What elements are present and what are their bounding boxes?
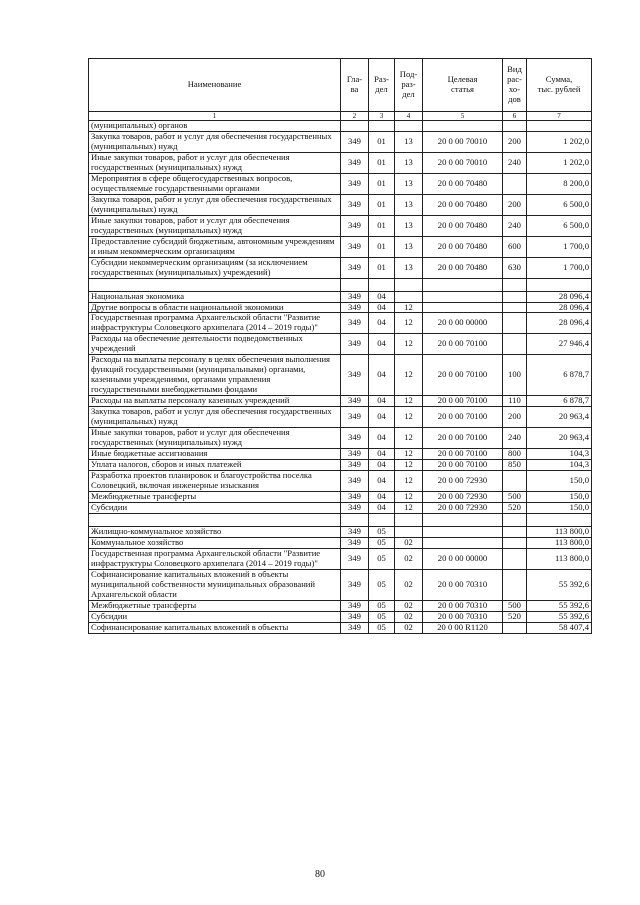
cell-razdel: 04 xyxy=(369,291,395,302)
cell-podrazdel: 12 xyxy=(395,302,423,313)
page-number: 80 xyxy=(315,869,325,880)
cell-podrazdel: 13 xyxy=(395,236,423,257)
cell-podrazdel xyxy=(395,513,423,526)
cell-podrazdel: 12 xyxy=(395,334,423,355)
cell-sum xyxy=(527,513,592,526)
header-podrazdel-text: Под- раз- дел xyxy=(399,69,418,99)
cell-target: 20 0 00 70480 xyxy=(423,257,503,278)
cell-podrazdel xyxy=(395,526,423,537)
cell-podrazdel: 02 xyxy=(395,611,423,622)
cell-vid xyxy=(503,278,527,291)
cell-name: Субсидии xyxy=(89,502,341,513)
cell-target: 20 0 00 70100 xyxy=(423,396,503,407)
cell-target: 20 0 00 72930 xyxy=(423,502,503,513)
cell-sum: 55 392,6 xyxy=(527,611,592,622)
cell-podrazdel: 13 xyxy=(395,257,423,278)
cell-name xyxy=(89,513,341,526)
cell-target: 20 0 00 70480 xyxy=(423,173,503,194)
cell-name: (муниципальных) органов xyxy=(89,121,341,132)
cell-glava: 349 xyxy=(341,355,369,396)
cell-razdel: 04 xyxy=(369,407,395,428)
cell-vid xyxy=(503,121,527,132)
header-vid-text: Вид рас- хо- дов xyxy=(507,64,522,104)
col-number: 6 xyxy=(503,112,527,121)
cell-razdel: 04 xyxy=(369,471,395,492)
table-row xyxy=(89,215,592,236)
cell-name: Закупка товаров, работ и услуг для обеспечения государственных (муниципальных) нужд xyxy=(89,131,341,152)
table-row xyxy=(89,622,592,633)
cell-podrazdel: 13 xyxy=(395,215,423,236)
cell-vid xyxy=(503,548,527,569)
cell-sum: 1 202,0 xyxy=(527,152,592,173)
cell-vid: 500 xyxy=(503,491,527,502)
cell-razdel: 04 xyxy=(369,396,395,407)
cell-glava xyxy=(341,121,369,132)
blank-row xyxy=(89,513,592,526)
header-podrazdel xyxy=(395,59,423,112)
cell-name: Национальная экономика xyxy=(89,291,341,302)
cell-razdel: 05 xyxy=(369,600,395,611)
col-number: 2 xyxy=(341,112,369,121)
table-row xyxy=(89,428,592,449)
table-row xyxy=(89,611,592,622)
table-row xyxy=(89,121,592,132)
cell-vid xyxy=(503,537,527,548)
cell-podrazdel: 12 xyxy=(395,460,423,471)
table-row xyxy=(89,313,592,334)
cell-glava: 349 xyxy=(341,449,369,460)
cell-glava: 349 xyxy=(341,194,369,215)
col-number: 3 xyxy=(369,112,395,121)
cell-target: 20 0 00 70100 xyxy=(423,407,503,428)
cell-name: Государственная программа Архангельской области "Развитие инфраструктуры Соловецкого архипелага (2014 – 2019 годы)" xyxy=(89,313,341,334)
cell-target: 20 0 00 70310 xyxy=(423,569,503,600)
cell-podrazdel: 13 xyxy=(395,173,423,194)
cell-name: Софинансирование капитальных вложений в объекты xyxy=(89,622,341,633)
cell-sum: 1 700,0 xyxy=(527,236,592,257)
cell-sum: 27 946,4 xyxy=(527,334,592,355)
table-body xyxy=(89,121,592,634)
cell-razdel: 05 xyxy=(369,537,395,548)
header-target-text: Целевая статья xyxy=(447,74,478,94)
cell-glava: 349 xyxy=(341,257,369,278)
cell-glava: 349 xyxy=(341,407,369,428)
cell-sum: 28 096,4 xyxy=(527,291,592,302)
table-row xyxy=(89,302,592,313)
table-row xyxy=(89,334,592,355)
cell-glava: 349 xyxy=(341,537,369,548)
cell-razdel: 01 xyxy=(369,236,395,257)
cell-glava: 349 xyxy=(341,622,369,633)
cell-target: 20 0 00 70310 xyxy=(423,600,503,611)
cell-sum: 104,3 xyxy=(527,449,592,460)
cell-glava: 349 xyxy=(341,236,369,257)
cell-vid xyxy=(503,526,527,537)
cell-vid: 800 xyxy=(503,449,527,460)
cell-glava: 349 xyxy=(341,152,369,173)
cell-target xyxy=(423,302,503,313)
cell-sum xyxy=(527,278,592,291)
cell-name: Расходы на выплаты персоналу в целях обеспечения выполнения функций государственными (муниципальными) органами, казенными учреждениями, органами управления государственными внебюджетными фондами xyxy=(89,355,341,396)
cell-sum: 28 096,4 xyxy=(527,313,592,334)
cell-target xyxy=(423,537,503,548)
table-row xyxy=(89,569,592,600)
cell-glava: 349 xyxy=(341,460,369,471)
cell-razdel: 04 xyxy=(369,355,395,396)
cell-vid: 630 xyxy=(503,257,527,278)
cell-sum: 113 800,0 xyxy=(527,548,592,569)
cell-razdel: 04 xyxy=(369,334,395,355)
cell-razdel: 04 xyxy=(369,449,395,460)
cell-target xyxy=(423,121,503,132)
cell-name: Жилищно-коммунальное хозяйство xyxy=(89,526,341,537)
cell-vid: 520 xyxy=(503,611,527,622)
cell-target: 20 0 00 00000 xyxy=(423,313,503,334)
cell-vid: 240 xyxy=(503,152,527,173)
cell-podrazdel: 13 xyxy=(395,194,423,215)
cell-vid: 110 xyxy=(503,396,527,407)
cell-vid xyxy=(503,302,527,313)
cell-razdel xyxy=(369,121,395,132)
cell-podrazdel: 13 xyxy=(395,131,423,152)
cell-target: 20 0 00 70310 xyxy=(423,611,503,622)
cell-vid: 240 xyxy=(503,215,527,236)
cell-target xyxy=(423,513,503,526)
cell-name: Разработка проектов планировок и благоустройства поселка Соловецкий, включая инженерные изыскания xyxy=(89,471,341,492)
table-row xyxy=(89,131,592,152)
budget-sheet xyxy=(88,58,591,634)
cell-vid: 200 xyxy=(503,194,527,215)
cell-glava: 349 xyxy=(341,526,369,537)
cell-podrazdel: 12 xyxy=(395,407,423,428)
cell-razdel: 01 xyxy=(369,173,395,194)
table-row xyxy=(89,449,592,460)
cell-name: Другие вопросы в области национальной экономики xyxy=(89,302,341,313)
cell-vid: 500 xyxy=(503,600,527,611)
cell-razdel: 04 xyxy=(369,302,395,313)
table-row xyxy=(89,526,592,537)
table-row xyxy=(89,548,592,569)
cell-name: Коммунальное хозяйство xyxy=(89,537,341,548)
budget-table xyxy=(88,58,592,634)
cell-glava: 349 xyxy=(341,173,369,194)
header-vid xyxy=(503,59,527,112)
cell-razdel: 01 xyxy=(369,152,395,173)
cell-glava xyxy=(341,513,369,526)
cell-sum: 58 407,4 xyxy=(527,622,592,633)
cell-podrazdel: 12 xyxy=(395,449,423,460)
cell-sum: 20 963,4 xyxy=(527,428,592,449)
cell-target: 20 0 00 70480 xyxy=(423,215,503,236)
cell-sum: 113 800,0 xyxy=(527,537,592,548)
header-glava xyxy=(341,59,369,112)
header-razdel-text: Раз- дел xyxy=(374,74,389,94)
cell-sum: 55 392,6 xyxy=(527,569,592,600)
cell-sum: 150,0 xyxy=(527,471,592,492)
cell-razdel: 04 xyxy=(369,460,395,471)
cell-podrazdel xyxy=(395,291,423,302)
cell-target: 20 0 00 70100 xyxy=(423,460,503,471)
col-number: 4 xyxy=(395,112,423,121)
cell-name: Субсидии xyxy=(89,611,341,622)
cell-podrazdel: 02 xyxy=(395,569,423,600)
cell-target: 20 0 00 00000 xyxy=(423,548,503,569)
cell-razdel xyxy=(369,278,395,291)
header-sum-text: Сумма, тыс. рублей xyxy=(537,74,581,94)
table-row xyxy=(89,291,592,302)
cell-vid xyxy=(503,471,527,492)
cell-name: Мероприятия в сфере общегосударственных вопросов, осуществляемые государственными органами xyxy=(89,173,341,194)
cell-target: 20 0 00 72930 xyxy=(423,471,503,492)
cell-glava: 349 xyxy=(341,428,369,449)
cell-name: Расходы на обеспечение деятельности подведомственных учреждений xyxy=(89,334,341,355)
cell-podrazdel: 12 xyxy=(395,471,423,492)
cell-target: 20 0 00 70010 xyxy=(423,152,503,173)
table-row xyxy=(89,396,592,407)
cell-vid xyxy=(503,569,527,600)
cell-razdel xyxy=(369,513,395,526)
table-row xyxy=(89,236,592,257)
cell-name: Субсидии некоммерческим организациям (за исключением государственных (муниципальных) учреждений) xyxy=(89,257,341,278)
cell-podrazdel: 12 xyxy=(395,396,423,407)
cell-podrazdel: 12 xyxy=(395,491,423,502)
cell-sum xyxy=(527,121,592,132)
cell-name: Иные закупки товаров, работ и услуг для обеспечения государственных (муниципальных) нужд xyxy=(89,215,341,236)
cell-name xyxy=(89,278,341,291)
cell-sum: 104,3 xyxy=(527,460,592,471)
cell-vid xyxy=(503,334,527,355)
table-row xyxy=(89,537,592,548)
cell-glava: 349 xyxy=(341,215,369,236)
cell-target: 20 0 00 70010 xyxy=(423,131,503,152)
cell-sum: 150,0 xyxy=(527,502,592,513)
blank-row xyxy=(89,278,592,291)
header-name: Наименование xyxy=(89,59,341,112)
cell-name: Государственная программа Архангельской области "Развитие инфраструктуры Соловецкого архипелага (2014 – 2019 годы)" xyxy=(89,548,341,569)
cell-name: Иные закупки товаров, работ и услуг для обеспечения государственных (муниципальных) нужд xyxy=(89,152,341,173)
table-row xyxy=(89,491,592,502)
cell-podrazdel: 12 xyxy=(395,355,423,396)
cell-sum: 6 878,7 xyxy=(527,396,592,407)
cell-podrazdel xyxy=(395,278,423,291)
cell-glava xyxy=(341,278,369,291)
header-razdel xyxy=(369,59,395,112)
cell-vid: 240 xyxy=(503,428,527,449)
table-row xyxy=(89,471,592,492)
cell-name: Межбюджетные трансферты xyxy=(89,600,341,611)
cell-podrazdel: 13 xyxy=(395,152,423,173)
cell-target xyxy=(423,291,503,302)
header-row xyxy=(89,59,592,112)
cell-target xyxy=(423,526,503,537)
cell-glava: 349 xyxy=(341,600,369,611)
cell-glava: 349 xyxy=(341,491,369,502)
cell-sum: 20 963,4 xyxy=(527,407,592,428)
cell-vid: 520 xyxy=(503,502,527,513)
cell-name: Межбюджетные трансферты xyxy=(89,491,341,502)
cell-razdel: 05 xyxy=(369,611,395,622)
cell-razdel: 04 xyxy=(369,428,395,449)
cell-target: 20 0 00 70100 xyxy=(423,449,503,460)
cell-razdel: 05 xyxy=(369,548,395,569)
cell-glava: 349 xyxy=(341,569,369,600)
cell-name: Закупка товаров, работ и услуг для обеспечения государственных (муниципальных) нужд xyxy=(89,407,341,428)
cell-target: 20 0 00 70100 xyxy=(423,428,503,449)
cell-vid xyxy=(503,173,527,194)
table-row xyxy=(89,460,592,471)
cell-podrazdel: 02 xyxy=(395,622,423,633)
cell-glava: 349 xyxy=(341,131,369,152)
cell-razdel: 01 xyxy=(369,215,395,236)
table-row xyxy=(89,257,592,278)
cell-glava: 349 xyxy=(341,396,369,407)
cell-name: Иные бюджетные ассигнования xyxy=(89,449,341,460)
cell-name: Софинансирование капитальных вложений в объекты муниципальной собственности муниципальных образований Архангельской области xyxy=(89,569,341,600)
cell-sum: 28 096,4 xyxy=(527,302,592,313)
header-sum xyxy=(527,59,592,112)
cell-name: Предоставление субсидий бюджетным, автономным учреждениям и иным некоммерческим организациям xyxy=(89,236,341,257)
cell-vid: 200 xyxy=(503,407,527,428)
cell-razdel: 05 xyxy=(369,526,395,537)
cell-sum: 55 392,6 xyxy=(527,600,592,611)
cell-sum: 150,0 xyxy=(527,491,592,502)
col-number: 1 xyxy=(89,112,341,121)
header-target xyxy=(423,59,503,112)
cell-vid: 600 xyxy=(503,236,527,257)
cell-vid xyxy=(503,313,527,334)
cell-glava: 349 xyxy=(341,313,369,334)
cell-vid xyxy=(503,622,527,633)
cell-vid xyxy=(503,291,527,302)
cell-vid: 850 xyxy=(503,460,527,471)
cell-name: Иные закупки товаров, работ и услуг для обеспечения государственных (муниципальных) нужд xyxy=(89,428,341,449)
table-row xyxy=(89,502,592,513)
cell-sum: 6 500,0 xyxy=(527,215,592,236)
cell-vid xyxy=(503,513,527,526)
cell-target: 20 0 00 70480 xyxy=(423,194,503,215)
cell-sum: 6 500,0 xyxy=(527,194,592,215)
cell-sum: 1 700,0 xyxy=(527,257,592,278)
cell-target: 20 0 00 70100 xyxy=(423,355,503,396)
table-row xyxy=(89,407,592,428)
cell-razdel: 01 xyxy=(369,257,395,278)
cell-sum: 8 200,0 xyxy=(527,173,592,194)
cell-name: Расходы на выплаты персоналу казенных учреждений xyxy=(89,396,341,407)
cell-razdel: 04 xyxy=(369,313,395,334)
cell-razdel: 04 xyxy=(369,491,395,502)
col-number: 5 xyxy=(423,112,503,121)
cell-target: 20 0 00 72930 xyxy=(423,491,503,502)
cell-razdel: 05 xyxy=(369,569,395,600)
cell-sum: 113 800,0 xyxy=(527,526,592,537)
cell-podrazdel: 12 xyxy=(395,313,423,334)
table-row xyxy=(89,600,592,611)
cell-target: 20 0 00 70100 xyxy=(423,334,503,355)
cell-vid: 100 xyxy=(503,355,527,396)
cell-razdel: 05 xyxy=(369,622,395,633)
cell-podrazdel: 02 xyxy=(395,548,423,569)
cell-name: Уплата налогов, сборов и иных платежей xyxy=(89,460,341,471)
cell-podrazdel: 02 xyxy=(395,537,423,548)
cell-glava: 349 xyxy=(341,548,369,569)
cell-glava: 349 xyxy=(341,334,369,355)
cell-name: Закупка товаров, работ и услуг для обеспечения государственных (муниципальных) нужд xyxy=(89,194,341,215)
cell-razdel: 01 xyxy=(369,194,395,215)
header-glava-text: Гла- ва xyxy=(346,74,363,94)
cell-sum: 1 202,0 xyxy=(527,131,592,152)
cell-sum: 6 878,7 xyxy=(527,355,592,396)
table-row xyxy=(89,194,592,215)
cell-target: 20 0 00 R1120 xyxy=(423,622,503,633)
cell-podrazdel xyxy=(395,121,423,132)
cell-glava: 349 xyxy=(341,611,369,622)
table-row xyxy=(89,173,592,194)
cell-target xyxy=(423,278,503,291)
cell-glava: 349 xyxy=(341,471,369,492)
cell-razdel: 01 xyxy=(369,131,395,152)
cell-podrazdel: 02 xyxy=(395,600,423,611)
table-row xyxy=(89,152,592,173)
cell-podrazdel: 12 xyxy=(395,428,423,449)
cell-glava: 349 xyxy=(341,502,369,513)
table-row xyxy=(89,355,592,396)
cell-podrazdel: 12 xyxy=(395,502,423,513)
cell-razdel: 04 xyxy=(369,502,395,513)
col-number: 7 xyxy=(527,112,592,121)
cell-glava: 349 xyxy=(341,291,369,302)
column-number-row xyxy=(89,112,592,121)
cell-vid: 200 xyxy=(503,131,527,152)
cell-glava: 349 xyxy=(341,302,369,313)
cell-target: 20 0 00 70480 xyxy=(423,236,503,257)
